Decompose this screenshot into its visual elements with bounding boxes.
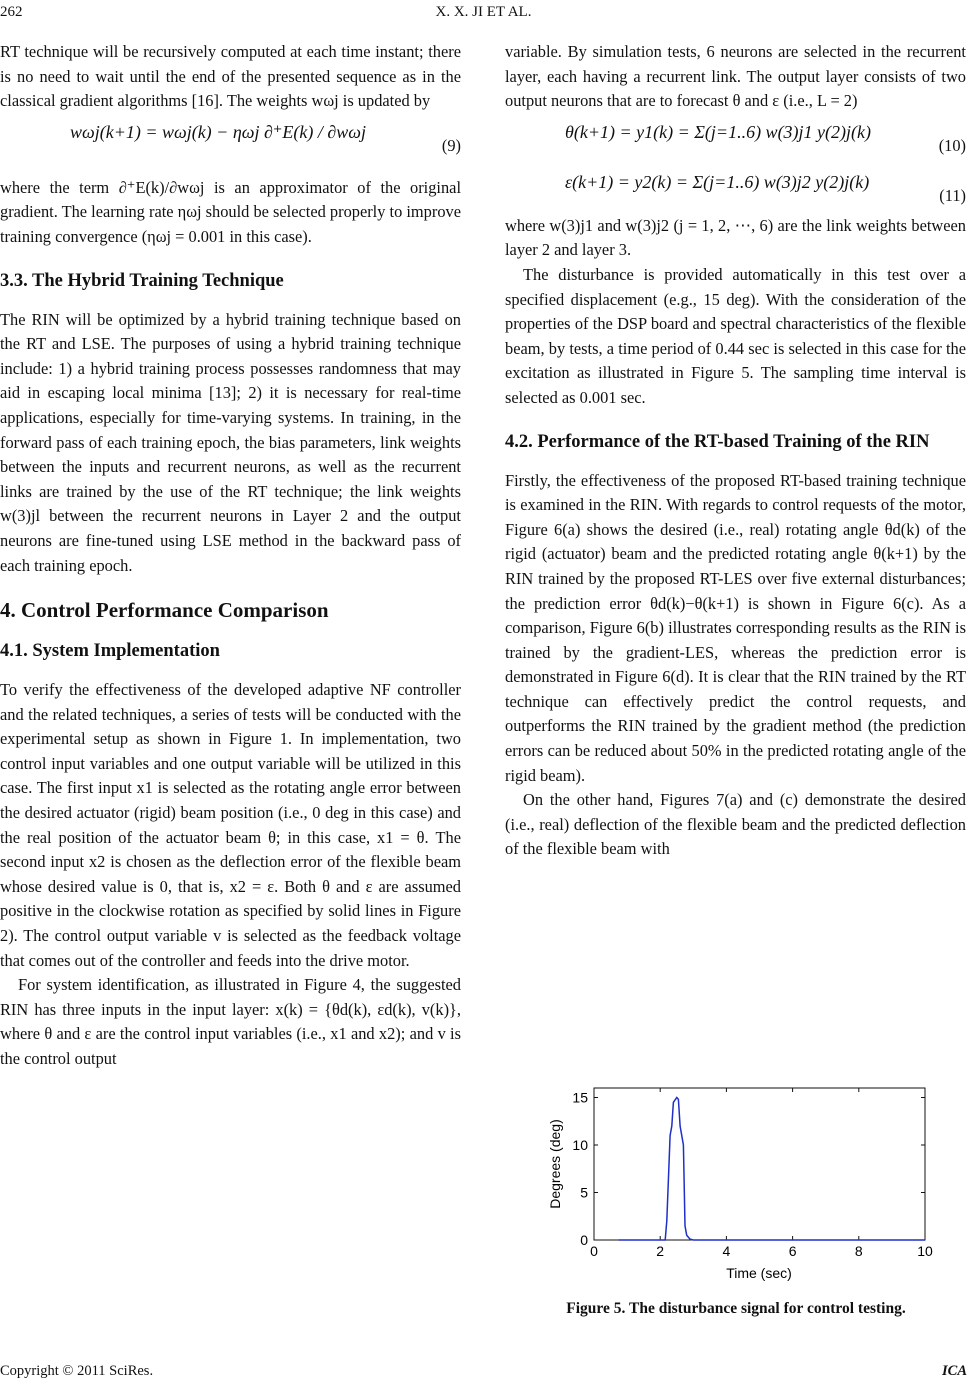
paragraph: On the other hand, Figures 7(a) and (c) demonstrate the desired (i.e., real) deflection of the flexible beam and the predicted deflection of the flexible beam with [505,790,966,859]
subsection-heading: 4.1. System Implementation [0,641,220,662]
y-tick-label: 5 [580,1184,588,1201]
equation-10 [505,114,966,164]
paragraph: For system identification, as illustrated in Figure 4, the suggested RIN has three inputs in the input layer: x(k) = {θd(k), εd(k), v(k)}, where θ and ε are the control input variables (i.e., x1 and x2); and v is the control output [0,975,461,1068]
y-tick-label: 0 [580,1232,588,1248]
journal-name: ICA [942,1363,967,1379]
x-tick-label: 10 [917,1243,933,1259]
y-tick-label: 10 [572,1137,588,1153]
y-tick-label: 15 [572,1089,588,1106]
left-column [0,40,461,1072]
subsection-heading: 4.2. Performance of the RT-based Training of the RIN [505,431,930,452]
equation-number: (9) [441,135,461,155]
paragraph: RT technique will be recursively computed at each time instant; there is no need to wait until the end of the presented sequence as in the classical gradient algorithms [16]. The weights wωj is updated by [0,42,461,111]
paragraph: where the term ∂⁺E(k)/∂wωj is an approximator of the original gradient. The learning rate ηωj should be selected properly to improve training convergence (ηωj = 0.001 in this case). [0,177,462,246]
x-tick-label: 6 [788,1243,797,1259]
x-tick-label: 4 [722,1243,731,1259]
paragraph: variable. By simulation tests, 6 neurons are selected in the recurrent layer, each having a recurrent link. The output layer consists of two output neurons that are to forecast θ and ε (i.e., L = 2) [505,42,966,111]
figure-caption: Figure 5. The disturbance signal for control testing. [566,1300,906,1317]
x-tick-label: 0 [590,1243,598,1259]
page-number: 262 [0,4,23,20]
y-axis-label: Degrees (deg) [547,1119,563,1209]
paragraph: The disturbance is provided automatically in this test over a specified displacement (e.g., 15 deg). With the consideration of the properties of the DSP board and spectral characteristics of the flexible beam, by tests, a time period of 0.44 sec is selected in this case for the excitation as illustrated in Figure 5. The sampling time interval is selected as 0.001 sec. [505,264,966,407]
equation-9 [0,114,461,176]
x-tick-label: 8 [854,1243,863,1259]
paragraph: where w(3)j1 and w(3)j2 (j = 1, 2, ⋯, 6) are the link weights between layer 2 and layer 3. [505,215,966,260]
equation-11-expression: ε(k+1) = y2(k) = Σ(j=1..6) w(3)j2 y(2)j(k) [565,171,870,192]
equation-number: (11) [939,185,966,205]
paragraph: To verify the effectiveness of the developed adaptive NF controller and the related techniques, a series of tests will be conducted with the experimental setup as shown in Figure 1. In implementation, two control input variables and one output variable will be utilized in this case. The first input x1 is selected as the rotating angle error between the desired actuator (rigid) beam position (i.e., 0 deg in this case) and the real position of the actuator beam θ; in this case, x1 = θ. The second input x2 is chosen as the deflection error of the flexible beam whose desired value is 0, that is, x2 = ε. Both θ and ε are assumed positive in the clockwise rotation as specified by solid lines in Figure 2). The control output variable v is selected as the feedback voltage that comes out of the controller and feeds into the drive motor. [0,680,461,970]
right-column [505,40,966,862]
section-heading: 4. Control Performance Comparison [0,598,329,623]
equation-10-expression: θ(k+1) = y1(k) = Σ(j=1..6) w(3)j1 y(2)j(k) [565,121,872,142]
x-tick-label: 2 [656,1243,665,1259]
section-heading: 3.3. The Hybrid Training Technique [0,270,284,291]
copyright: Copyright © 2011 SciRes. [0,1363,154,1379]
paragraph: Firstly, the effectiveness of the proposed RT-based training technique is examined in the RIN. With regards to control requests of the motor, Figure 6(a) shows the desired (i.e., real) rotating angle θd(k) of the rigid (actuator) beam and the predicted rotating angle θ(k+1) by the RIN trained by the proposed RT-LES over five external disturbances; the prediction error θd(k)−θ(k+1) is shown in Figure 6(c). As a comparison, Figure 6(b) illustrates corresponding results as the RIN is trained by the gradient-LES, whereas the prediction error is demonstrated in Figure 6(d). It is clear that the RIN trained by the RT technique can effectively predict the control requests, and outperforms the RIN trained by the gradient method (the prediction errors can be reduced about 50% in the predicted rotating angle of the rigid beam). [505,470,966,785]
equation-number: (10) [938,135,966,155]
x-axis-label: Time (sec) [726,1265,792,1281]
paragraph: The RIN will be optimized by a hybrid training technique based on the RT and LSE. The purposes of using a hybrid training technique include: 1) a hybrid training process possesses randomness that may aid in escaping local minima [13]; 2) it is necessary for real-time applications, especially for time-varying systems. In training, in the forward pass of each training epoch, the bias parameters, link weights between the inputs and recurrent neurons, as well as the recurrent links are trained by the use of the RT technique; the link weights w(3)jl between the recurrent neurons in Layer 2 and the output neurons are fine-tuned using LSE method in the backward pass of each training epoch. [0,309,461,575]
equation-9-expression: wωj(k+1) = wωj(k) − ηωj ∂⁺E(k) / ∂wωj [70,121,366,142]
disturbance-chart [540,1078,940,1293]
running-title: X. X. JI ET AL. [435,4,532,20]
plot-frame [594,1088,925,1240]
equation-11 [505,164,966,214]
